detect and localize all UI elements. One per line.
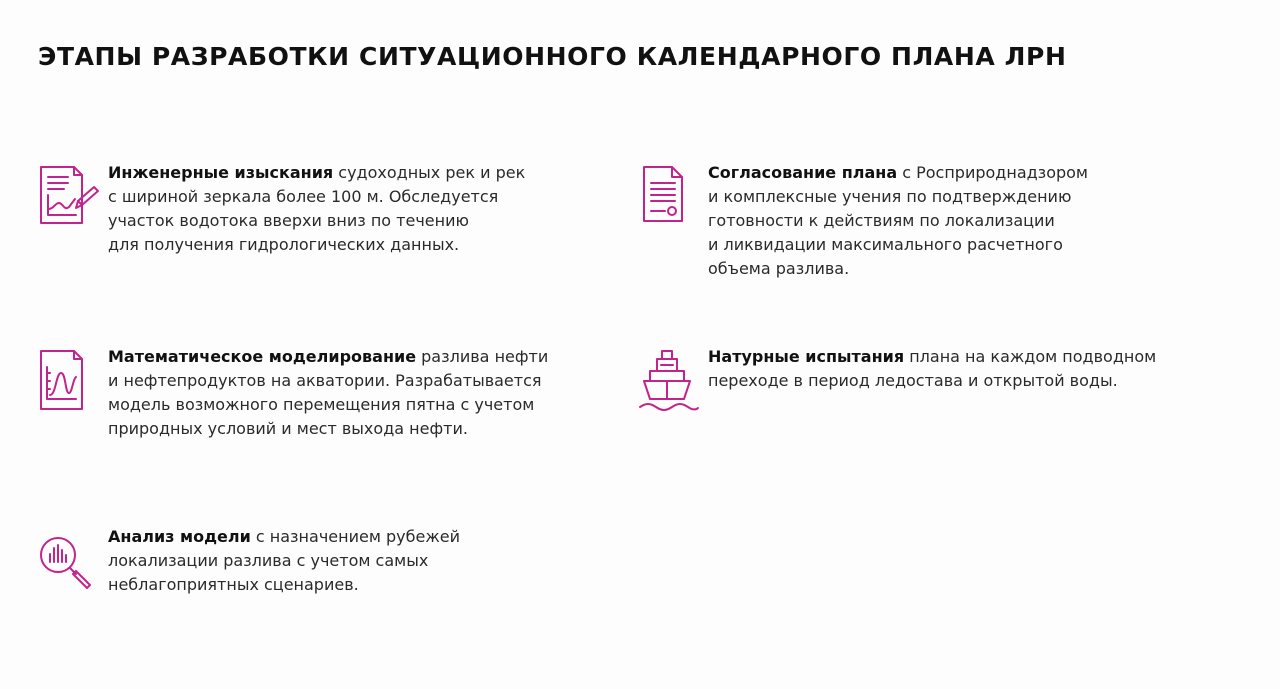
step-title: Согласование плана [708, 163, 898, 182]
chart-document-icon [38, 349, 98, 413]
step-engineering-survey [38, 161, 598, 261]
step-description: Математическое моделирование разлива нефти и нефтепродуктов на акватории. Разрабатывается модель возможного перемещения пятна с учетом природных условий и мест выхода нефти. [108, 347, 549, 438]
step-math-modeling [38, 345, 598, 445]
step-title: Натурные испытания [708, 347, 905, 366]
step-title: Инженерные изыскания [108, 163, 334, 182]
step-description: Анализ модели с назначением рубежей локализации разлива с учетом самых неблагоприятных сценариев. [108, 527, 460, 594]
step-title: Математическое моделирование [108, 347, 417, 366]
survey-document-icon [38, 165, 98, 229]
page-title: ЭТАПЫ РАЗРАБОТКИ СИТУАЦИОННОГО КАЛЕНДАРНОГО ПЛАНА ЛРН [38, 42, 1067, 71]
step-title: Анализ модели [108, 527, 251, 546]
step-plan-approval [638, 161, 1238, 285]
approval-document-icon [638, 165, 698, 229]
step-description: Инженерные изыскания судоходных рек и рек с шириной зеркала более 100 м. Обследуется участок водотока вверхи вниз по течению для получения гидрологических данных. [108, 163, 526, 254]
step-description: Натурные испытания плана на каждом подводном переходе в период ледостава и открытой воды. [708, 347, 1157, 390]
step-field-tests [638, 345, 1238, 415]
step-model-analysis [38, 525, 598, 605]
magnifier-chart-icon [38, 535, 98, 599]
ship-icon [638, 349, 698, 413]
step-description: Согласование плана с Росприроднадзором и комплексные учения по подтверждению готовности к действиям по локализации и ликвидации максимального расчетного объема разлива. [708, 163, 1088, 278]
